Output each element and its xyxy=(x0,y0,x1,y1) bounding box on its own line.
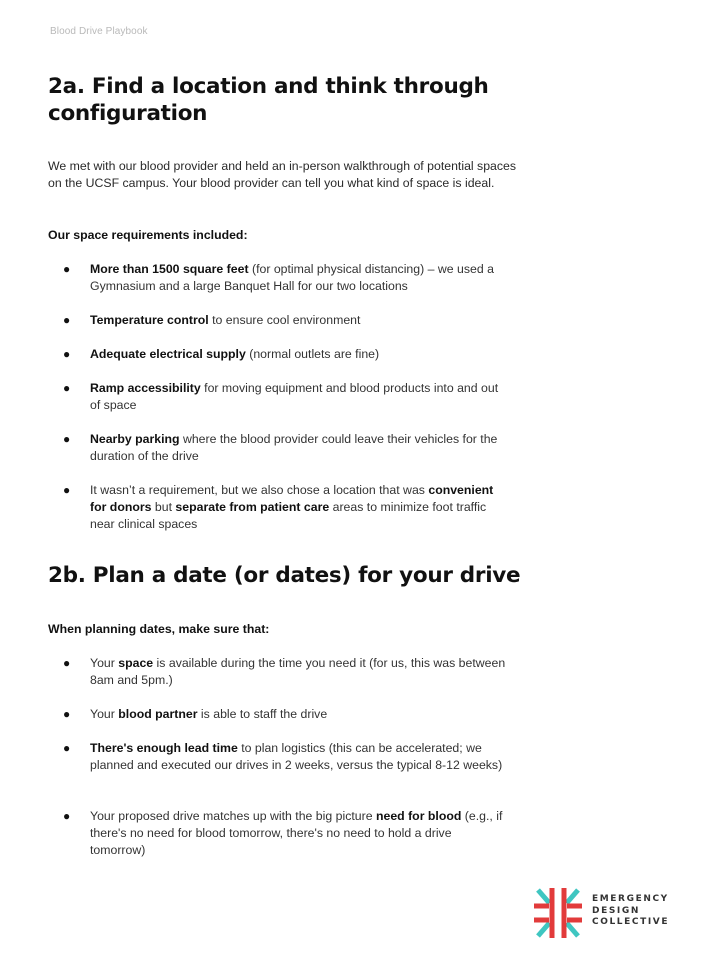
item-text: to plan logistics (this can be accelerated; we planned and executed our drives in 2 weeks, versus the typical 8-12 weeks) xyxy=(90,741,503,772)
item-text: where the blood provider could leave their vehicles for the duration of the drive xyxy=(90,432,498,463)
item-bold-2: separate from patient care xyxy=(175,500,330,514)
item-text-pre: Your proposed drive matches up with the big picture xyxy=(90,809,376,823)
bullet-icon: ● xyxy=(63,741,71,755)
item-text: (normal outlets are fine) xyxy=(245,347,380,361)
logo-line3: COLLECTIVE xyxy=(592,917,670,927)
bullet-icon: ● xyxy=(63,432,71,446)
item-bold: There's enough lead time xyxy=(90,741,238,755)
item-text-pre: Your xyxy=(90,656,119,670)
bullet-icon: ● xyxy=(63,313,71,327)
item-text-mid: but xyxy=(151,500,176,514)
logo-mark-icon xyxy=(530,884,586,942)
item-bold: convenient for donors xyxy=(90,483,494,514)
item-text: for moving equipment and blood products into and out of space xyxy=(90,381,499,412)
bullet-icon: ● xyxy=(63,656,71,670)
bullet-icon: ● xyxy=(63,809,71,823)
item-bold: More than 1500 square feet xyxy=(90,262,249,276)
item-text-pre: It wasn’t a requirement, but we also chose a location that was xyxy=(90,483,429,497)
bullet-icon: ● xyxy=(63,347,71,361)
logo-line2: DESIGN xyxy=(592,905,640,916)
item-text: areas to minimize foot traffic near clinical spaces xyxy=(90,500,487,531)
item-text: (e.g., if there's no need for blood tomorrow, there's no need to hold a drive tomorrow) xyxy=(90,809,503,857)
logo-text xyxy=(592,894,669,929)
item-text: to ensure cool environment xyxy=(208,313,361,327)
emergency-design-collective-logo xyxy=(530,884,680,942)
section-a-heading-line1: 2a. Find a location and think through xyxy=(48,74,489,99)
item-bold: Nearby parking xyxy=(90,432,180,446)
item-text: (for optimal physical distancing) – we used a Gymnasium and a large Banquet Hall for our two locations xyxy=(90,262,494,293)
item-bold: blood partner xyxy=(118,707,198,721)
section-b-heading: 2b. Plan a date (or dates) for your drive xyxy=(48,563,521,588)
bullet-icon: ● xyxy=(63,483,71,497)
section-b-lead: When planning dates, make sure that: xyxy=(48,622,270,636)
bullet-icon: ● xyxy=(63,381,71,395)
item-text-pre: Your xyxy=(90,707,119,721)
section-a-intro: We met with our blood provider and held an in-person walkthrough of potential spaces on the UCSF campus. Your blood provider can tell you what kind of space is ideal. xyxy=(48,159,517,190)
section-a-heading xyxy=(48,73,568,127)
document-header: Blood Drive Playbook xyxy=(50,26,148,37)
item-bold: Temperature control xyxy=(90,313,209,327)
item-bold: Ramp accessibility xyxy=(90,381,201,395)
item-bold: Adequate electrical supply xyxy=(90,347,246,361)
bullet-icon: ● xyxy=(63,262,71,276)
item-text: is able to staff the drive xyxy=(197,707,328,721)
item-bold: space xyxy=(118,656,154,670)
bullet-icon: ● xyxy=(63,707,71,721)
section-a-heading-line2: configuration xyxy=(48,101,208,126)
item-text: is available during the time you need it (for us, this was between 8am and 5pm.) xyxy=(90,656,506,687)
section-a-lead: Our space requirements included: xyxy=(48,228,248,242)
item-bold: need for blood xyxy=(375,809,462,823)
logo-line1: EMERGENCY xyxy=(592,894,669,904)
